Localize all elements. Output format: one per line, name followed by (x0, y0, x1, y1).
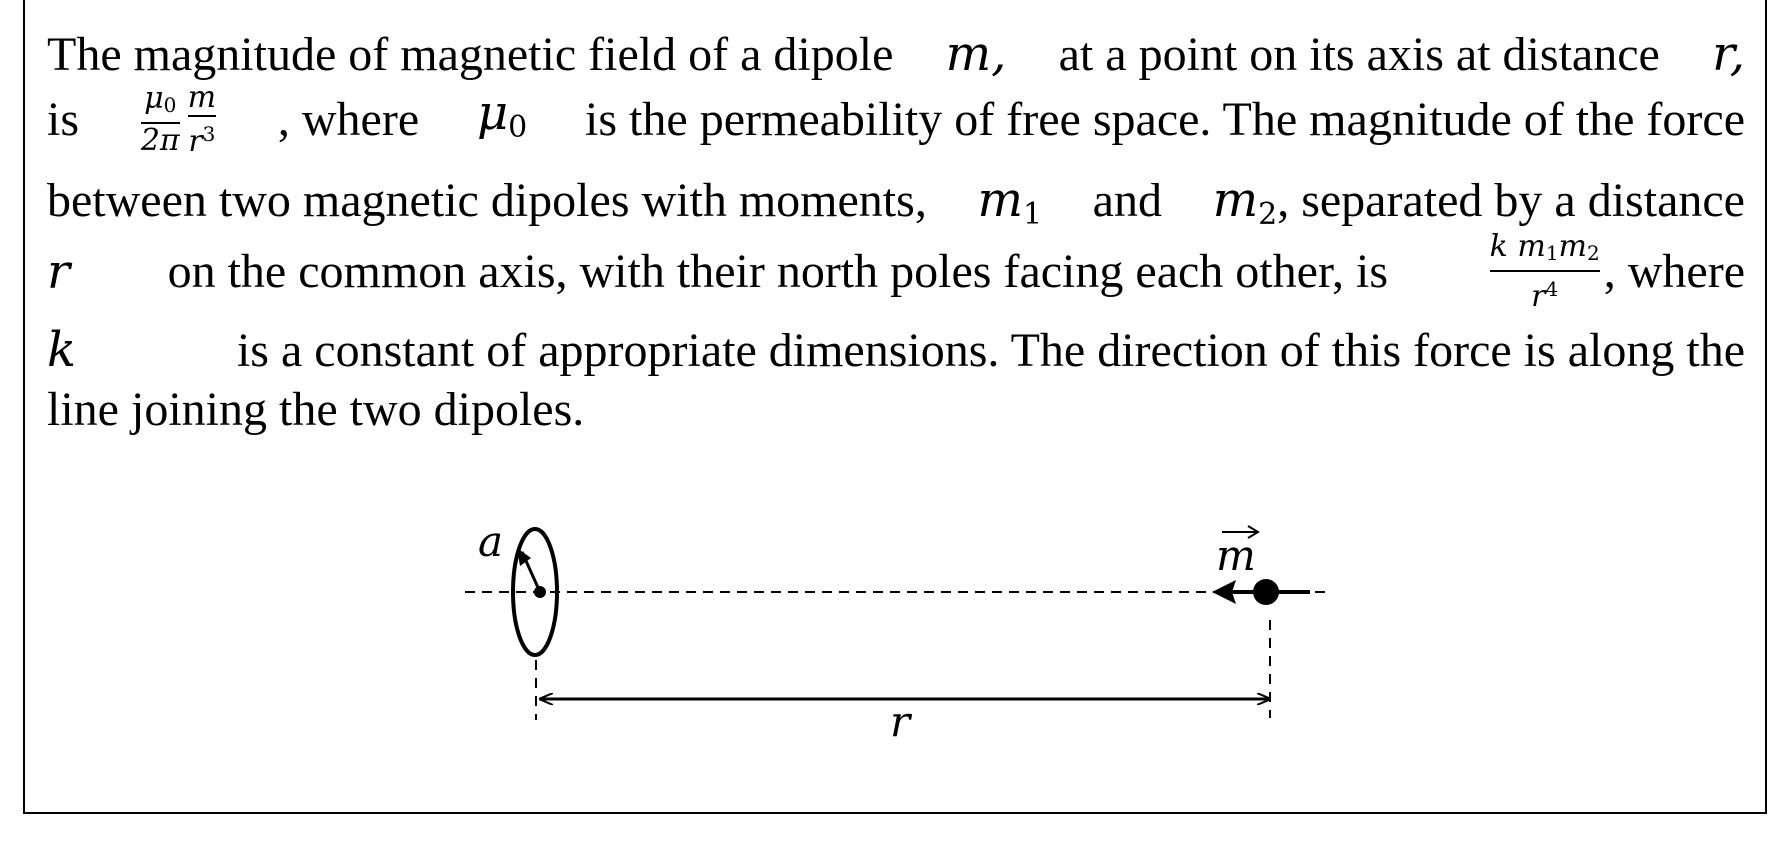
fraction-numerator: k $m_1m_2$ (1489, 229, 1600, 265)
symbol-m2-group: $m_2$, separated by a distance (1212, 172, 1745, 232)
fraction-denominator: $r^3$ (188, 122, 216, 159)
symbol-m: m, (945, 26, 1007, 82)
label-a: a (478, 517, 504, 566)
line4-text-b: , where (1603, 245, 1745, 298)
symbol-m1: $m_1$ (977, 172, 1043, 232)
line6-text-a: line joining the two dipoles. (47, 383, 585, 436)
fraction-denominator: 2π (140, 123, 180, 158)
line2-text-c: is the permeability of free space. The magnitude of the force (585, 93, 1745, 146)
line3-text-and: and (1092, 174, 1162, 227)
line1-text-a: The magnitude of magnetic field of a dipole (47, 28, 894, 81)
fraction-denominator: $r^4$ (1531, 277, 1559, 314)
label-r: r (890, 697, 911, 746)
line5-text-a: is a constant of appropriate dimensions. The direction of this force is along the (236, 324, 1745, 377)
line2-text-b: , where (277, 93, 420, 146)
symbol-r: r (47, 244, 70, 300)
dipole-dot (1253, 579, 1279, 605)
symbol-r: r, (1712, 26, 1745, 82)
line3-text-a: between two magnetic dipoles with moments, (47, 174, 927, 227)
fraction-numerator: $\mu_0$ (144, 81, 177, 117)
fraction-numerator: m (187, 80, 217, 115)
line2-text-a: is (47, 93, 80, 146)
symbol-mu0: $\mu_0$ (476, 84, 528, 145)
radius-arrowhead (517, 548, 531, 566)
symbol-k: k (47, 322, 77, 378)
line4-text-a: on the common axis, with their north poles facing each other, is (167, 245, 1389, 298)
label-m-vector: m (1216, 531, 1256, 580)
line1-text-b: at a point on its axis at distance (1058, 28, 1660, 81)
